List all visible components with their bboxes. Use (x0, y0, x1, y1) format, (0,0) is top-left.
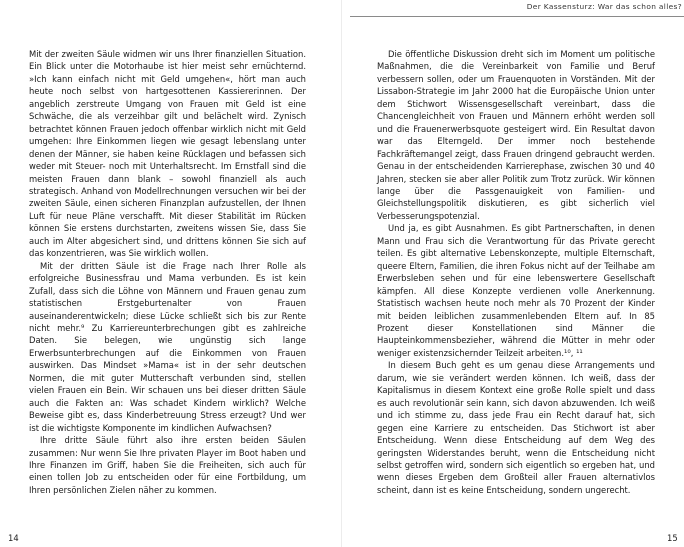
right-page (342, 0, 684, 547)
left-page-number: 14 (8, 533, 19, 543)
right-page-number: 15 (667, 533, 678, 543)
right-paragraph-1: Die öffentliche Diskussion dreht sich im Moment um politische Maßnahmen, die die Vereinbarkeit von Familie und Beruf verbessern sollen, oder um Frauenquoten in Vorständen. Mit der Lissabon-Strategie im Jahr 2000 hat die Europäische Union unter dem Stichwort Wissensgesellschaft vereinbart, dass die Chancengleichheit von Frauen und Männern erhöht werden soll und die Frauenerwerbsquote gesteigert wird. Ein Resultat davon war das Elterngeld. Der immer noch bestehende Fachkräftemangel zeigt, dass Frauen dringend gebraucht werden. Genau in der entscheidenden Karrierephase, zwischen 30 und 40 Jahren, stecken sie aber aller Politik zum Trotz zurück. Wir können lange über die Passgenauigkeit von Familien- und Gleichstellungspolitik diskutieren, es gibt sicherlich viel Verbesserungspotenzial. (377, 49, 655, 221)
left-paragraph-3: Ihre dritte Säule führt also ihre ersten beiden Säulen zusammen: Nur wenn Sie Ihre privaten Player im Boot haben und Ihre Finanzen im Griff, haben Sie die Freiheiten, sich auch für einen tollen Job zu entscheiden oder für eine Fortbildung, um Ihren persönlichen Zielen näher zu kommen. (29, 435, 306, 495)
right-paragraph-3: In diesem Buch geht es um genau diese Arrangements und darum, wie sie verändert werden können. Ich weiß, dass der Kapitalismus in diesem Kontext eine große Rolle spielt und dass es auch revolutionär sein kann, sich davon abzuwenden. Ich weiß und ich stimme zu, dass jede Frau ein Recht darauf hat, sich gegen eine Karriere zu entscheiden. Das Stichwort ist aber Entscheidung. Wenn diese Entscheidung auf dem Weg des geringsten Widerstandes beruht, wenn die Entscheidung nicht selbst getroffen wird, sondern sich eigentlich so ergeben hat, und wenn dieses Ergeben dem Großteil aller Frauen alternativlos scheint, dann ist es keine Entscheidung, sondern ungerecht. (377, 360, 655, 495)
right-page-body (377, 48, 655, 496)
left-paragraph-2: Mit der dritten Säule ist die Frage nach Ihrer Rolle als erfolgreiche Businessfrau und Mama verbunden. Es ist kein Zufall, dass sich die Löhne von Männern und Frauen genau zum statistischen Erstgeburtenalter von Frauen auseinanderentwickeln; diese Lücke schließt sich bis zur Rente nicht mehr.⁹ Zu Karriereunterbrechungen gibt es zahlreiche Daten. Sie belegen, wie ungünstig sich lange Erwerbsunterbrechungen auf die Einkommen von Frauen auswirken. Das Mindset »Mama« ist in der sehr deutschen Normen, die mit guter Mutterschaft verbunden sind, stellen vielen Frauen ein Bein. Wir schauen uns bei dieser dritten Säule auch die Fakten an: Was schadet Kindern wirklich? Welche Beweise gibt es, dass Kinderbetreuung Stress erzeugt? Und wer ist die wichtigste Komponente im kindlichen Aufwachsen? (29, 260, 306, 433)
running-head: Der Kassensturz: War das schon alles? (526, 2, 682, 11)
right-paragraph-2: Und ja, es gibt Ausnahmen. Es gibt Partnerschaften, in denen Mann und Frau sich die Verantwortung für das Private gerecht teilen. Es gibt alternative Lebenskonzepte, multiple Elternschaft, queere Eltern, Familien, die ihren Fokus nicht auf der Teilhabe am Erwerbsleben sehen und für eine lebenswertere Gesellschaft kämpfen. All diese Konzepte verdienen volle Anerkennung. Statistisch wachsen heute noch mehr als 70 Prozent der Kinder mit beiden leiblichen zusammenlebenden Eltern auf. In 85 Prozent dieser Konstellationen sind Männer die Haupteinkommensbezieher, während die Mütter in mehr oder weniger existenzsichernder Teilzeit arbeiten.¹⁰, ¹¹ (377, 223, 655, 358)
left-paragraph-1: Mit der zweiten Säule widmen wir uns Ihrer finanziellen Situation. Ein Blick unter die Motorhaube ist hier meist sehr ernüchternd. »Ich kann einfach nicht mit Geld umgehen«, hört man auch heute noch selbst von hartgesottenen Kassiererinnen. Der angeblich zerstreute Umgang von Frauen mit Geld ist eine Schwäche, die als verzeihbar gilt und belächelt wird. Zynisch betrachtet können Frauen jedoch offenbar wirklich nicht mit Geld umgehen: Ihre Einkommen liegen wie gesagt lebenslang unter denen der Männer, sie haben keine Rücklagen und befassen sich weder mit Steuer- noch mit Unterhaltsrecht. Im Ernstfall sind die meisten Frauen dann blank – sowohl finanziell als auch strategisch. Anhand von Modellrechnungen versuchen wir bei der zweiten Säule, einen sicheren Finanzplan aufzustellen, der Ihnen Luft für neue Pläne verschafft. Mit dieser Stabilität im Rücken können Sie erstens durchstarten, zweitens wissen Sie, dass Sie auch im Alter abgesichert sind, und drittens können Sie sich auf das konzentrieren, was Sie wirklich wollen. (29, 49, 306, 259)
running-head-rule (350, 0, 684, 17)
left-page-body (29, 48, 306, 496)
